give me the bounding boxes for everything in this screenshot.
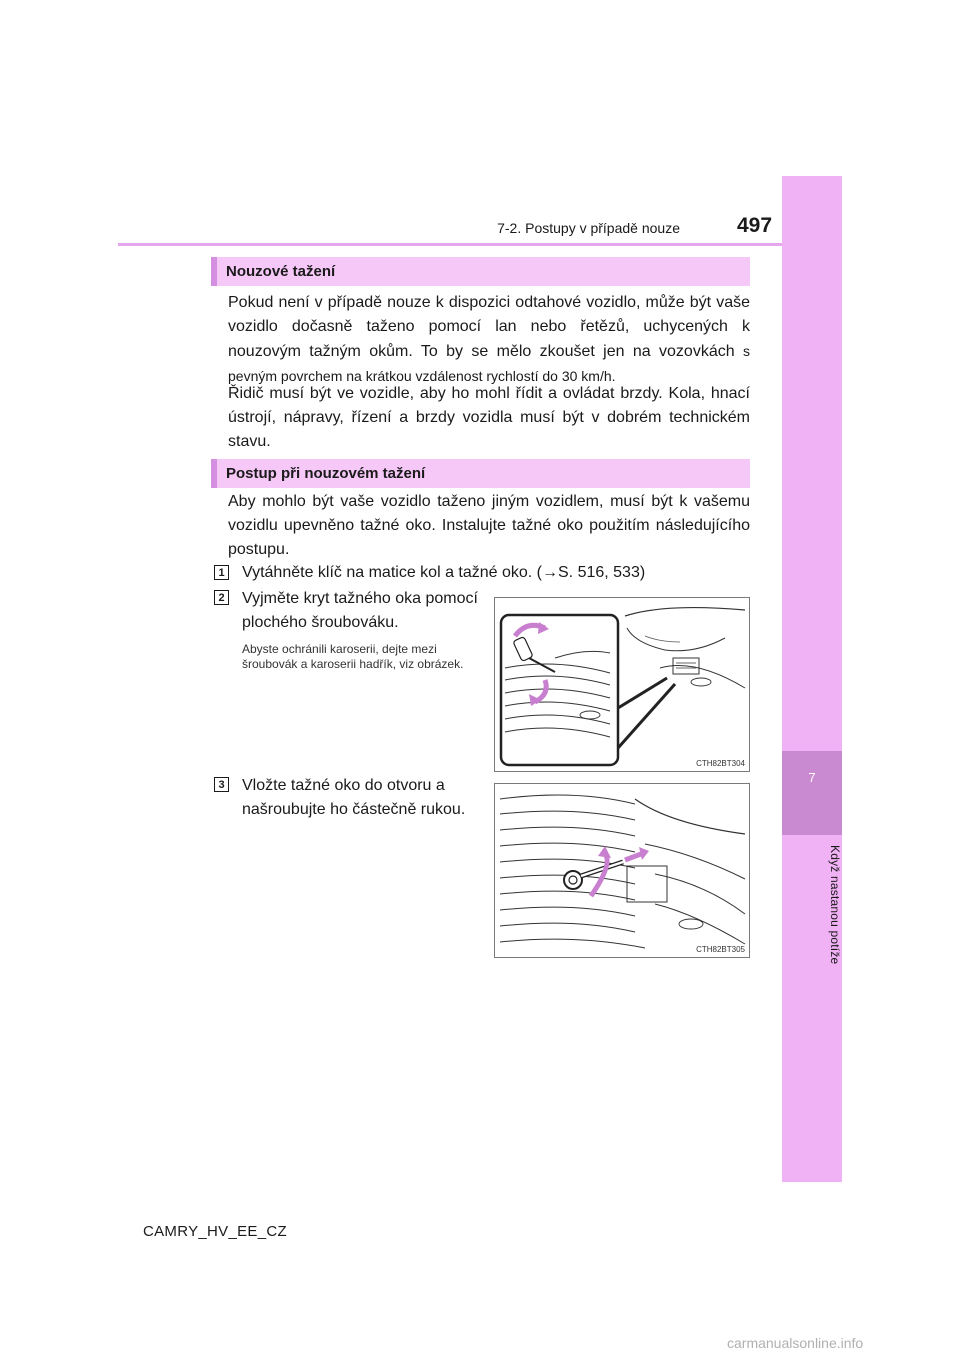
step-text: Vložte tažné oko do otvoru a našroubujte ho částečně rukou. xyxy=(242,777,466,818)
step-number: 1 xyxy=(214,565,229,580)
chapter-number: 7 xyxy=(808,770,816,785)
figure-remove-cover xyxy=(494,597,750,772)
section-header: 7-2. Postupy v případě nouze xyxy=(497,220,680,236)
illustration-insert-towing-eye xyxy=(495,784,749,957)
section-title-towing-procedure: Postup při nouzovém tažení xyxy=(211,459,750,488)
page-number: 497 xyxy=(737,214,773,237)
step-text: Vytáhněte klíč na matice kol a tažné oko. (→S. 516, 533) xyxy=(242,564,646,581)
section-title-emergency-towing: Nouzové tažení xyxy=(211,257,750,286)
chapter-tab-strip xyxy=(782,176,842,1182)
header-rule xyxy=(118,243,782,246)
paragraph-driver: Řidič musí být ve vozidle, aby ho mohl řídit a ovládat brzdy. Kola, hnací ústrojí, nápravy, řízení a brzdy vozidla musí být v dobrém technickém stavu. xyxy=(228,385,750,450)
step-number: 3 xyxy=(214,777,229,792)
step-note: Abyste ochránili karoserii, dejte mezi šroubovák a karoserii hadřík, viz obrázek. xyxy=(242,642,464,671)
watermark: carmanualsonline.info xyxy=(727,1335,864,1351)
paragraph-intro xyxy=(228,291,750,389)
step-number: 2 xyxy=(214,590,229,605)
figure-code: CTH82BT304 xyxy=(696,759,745,768)
paragraph-intro-main: Pokud není v případě nouze k dispozici odtahové vozidlo, může být vaše vozidlo dočasně taženo pomocí lan nebo řetězů, uchycených k nouzovým tažným okům. To by se mělo zkoušet jen na vozovkách xyxy=(228,294,750,360)
figure-insert-towing-eye xyxy=(494,783,750,958)
chapter-tab-marker xyxy=(782,751,842,835)
paragraph-intro-small: s pevným povrchem na krátkou vzdálenost rychlostí do 30 km/h. xyxy=(228,343,751,384)
step-text: Vyjměte kryt tažného oka pomocí plochého šroubováku. xyxy=(242,590,478,631)
illustration-remove-cover xyxy=(495,598,749,771)
chapter-title: Když nastanou potíže xyxy=(828,845,842,965)
figure-code: CTH82BT305 xyxy=(696,945,745,954)
paragraph-procedure: Aby mohlo být vaše vozidlo taženo jiným vozidlem, musí být k vašemu vozidlu upevněno tažné oko. Instalujte tažné oko použitím následujícího postupu. xyxy=(228,493,750,558)
document-id: CAMRY_HV_EE_CZ xyxy=(143,1223,287,1240)
